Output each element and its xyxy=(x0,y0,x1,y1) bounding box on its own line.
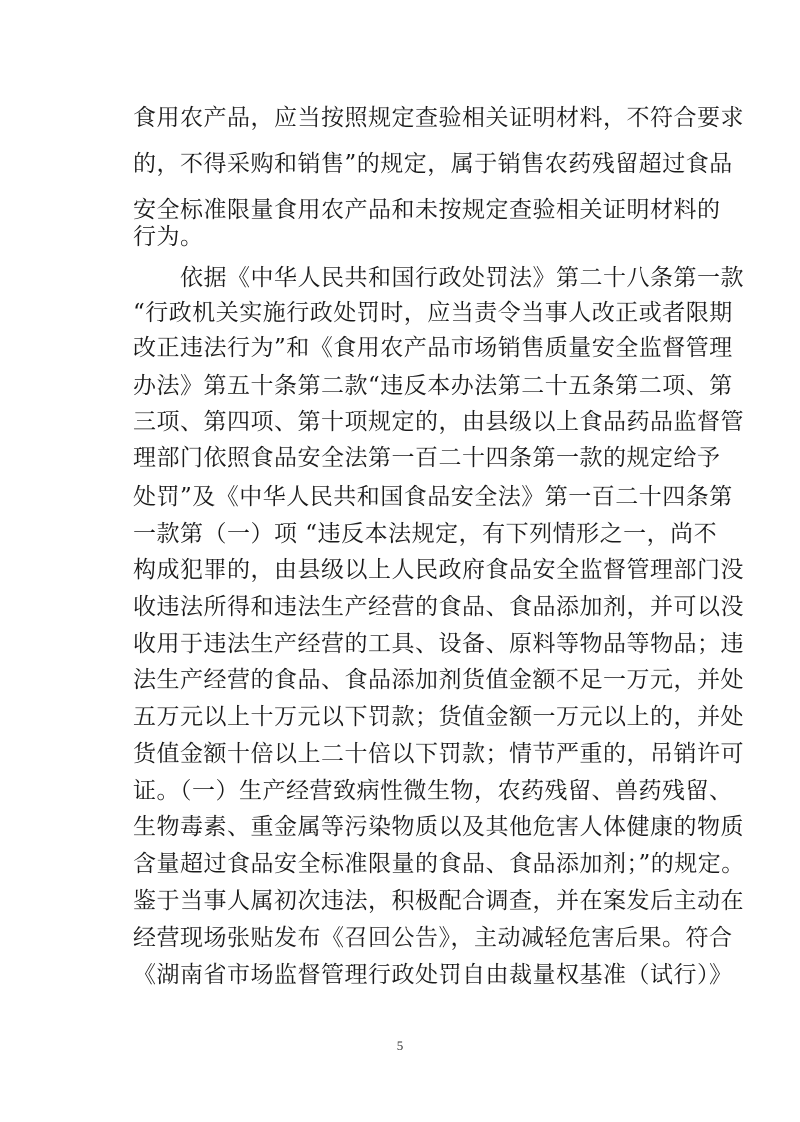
text-line: 安全标准限量食用农产品和未按规定查验相关证明材料的 xyxy=(133,197,721,223)
text-line: 三项、第四项、第十项规定的，由县级以上食品药品监督管 xyxy=(133,409,744,435)
page-number: 5 xyxy=(396,1038,404,1053)
text-line: 行为。 xyxy=(133,224,204,250)
text-line: 收违法所得和违法生产经营的食品、食品添加剂，并可以没 xyxy=(133,594,744,620)
text-line: 一款第（一）项 “违反本法规定，有下列情形之一，尚不 xyxy=(133,521,718,547)
text-line: 证。（一）生产经营致病性微生物，农药残留、兽药残留、 xyxy=(133,778,733,804)
text-line: 办法》第五十条第二款“违反本办法第二十五条第二项、第 xyxy=(133,373,733,399)
text-line: 改正违法行为”和《食用农产品市场销售质量安全监督管理 xyxy=(133,335,733,361)
text-line: 生物毒素、重金属等污染物质以及其他危害人体健康的物质 xyxy=(133,814,744,840)
text-line: 鉴于当事人属初次违法，积极配合调查，并在案发后主动在 xyxy=(133,888,744,914)
text-line: 理部门依照食品安全法第一百二十四条第一款的规定给予 xyxy=(133,445,721,471)
text-line: 的，不得采购和销售”的规定，属于销售农药残留超过食品 xyxy=(133,151,733,177)
text-line: 依据《中华人民共和国行政处罚法》第二十八条第一款 xyxy=(180,265,744,291)
text-line: 食用农产品，应当按照规定查验相关证明材料，不符合要求 xyxy=(133,105,744,131)
text-line: 构成犯罪的，由县级以上人民政府食品安全监督管理部门没 xyxy=(133,557,744,583)
text-line: 收用于违法生产经营的工具、设备、原料等物品等物品；违 xyxy=(133,631,744,657)
text-line: 经营现场张贴发布《召回公告》，主动减轻危害后果。符合 xyxy=(133,925,733,951)
text-line: 含量超过食品安全标准限量的食品、食品添加剂；”的规定。 xyxy=(133,851,745,877)
text-line: 法生产经营的食品、食品添加剂货值金额不足一万元，并处 xyxy=(133,667,744,693)
text-line: “行政机关实施行政处罚时，应当责令当事人改正或者限期 xyxy=(133,300,733,326)
text-line: 《湖南省市场监督管理行政处罚自由裁量权基准（试行）》 xyxy=(133,962,733,988)
text-line: 货值金额十倍以上二十倍以下罚款；情节严重的，吊销许可 xyxy=(133,741,744,767)
text-line: 处罚”及《中华人民共和国食品安全法》第一百二十四条第 xyxy=(133,484,733,510)
text-line: 五万元以上十万元以下罚款；货值金额一万元以上的，并处 xyxy=(133,704,744,730)
